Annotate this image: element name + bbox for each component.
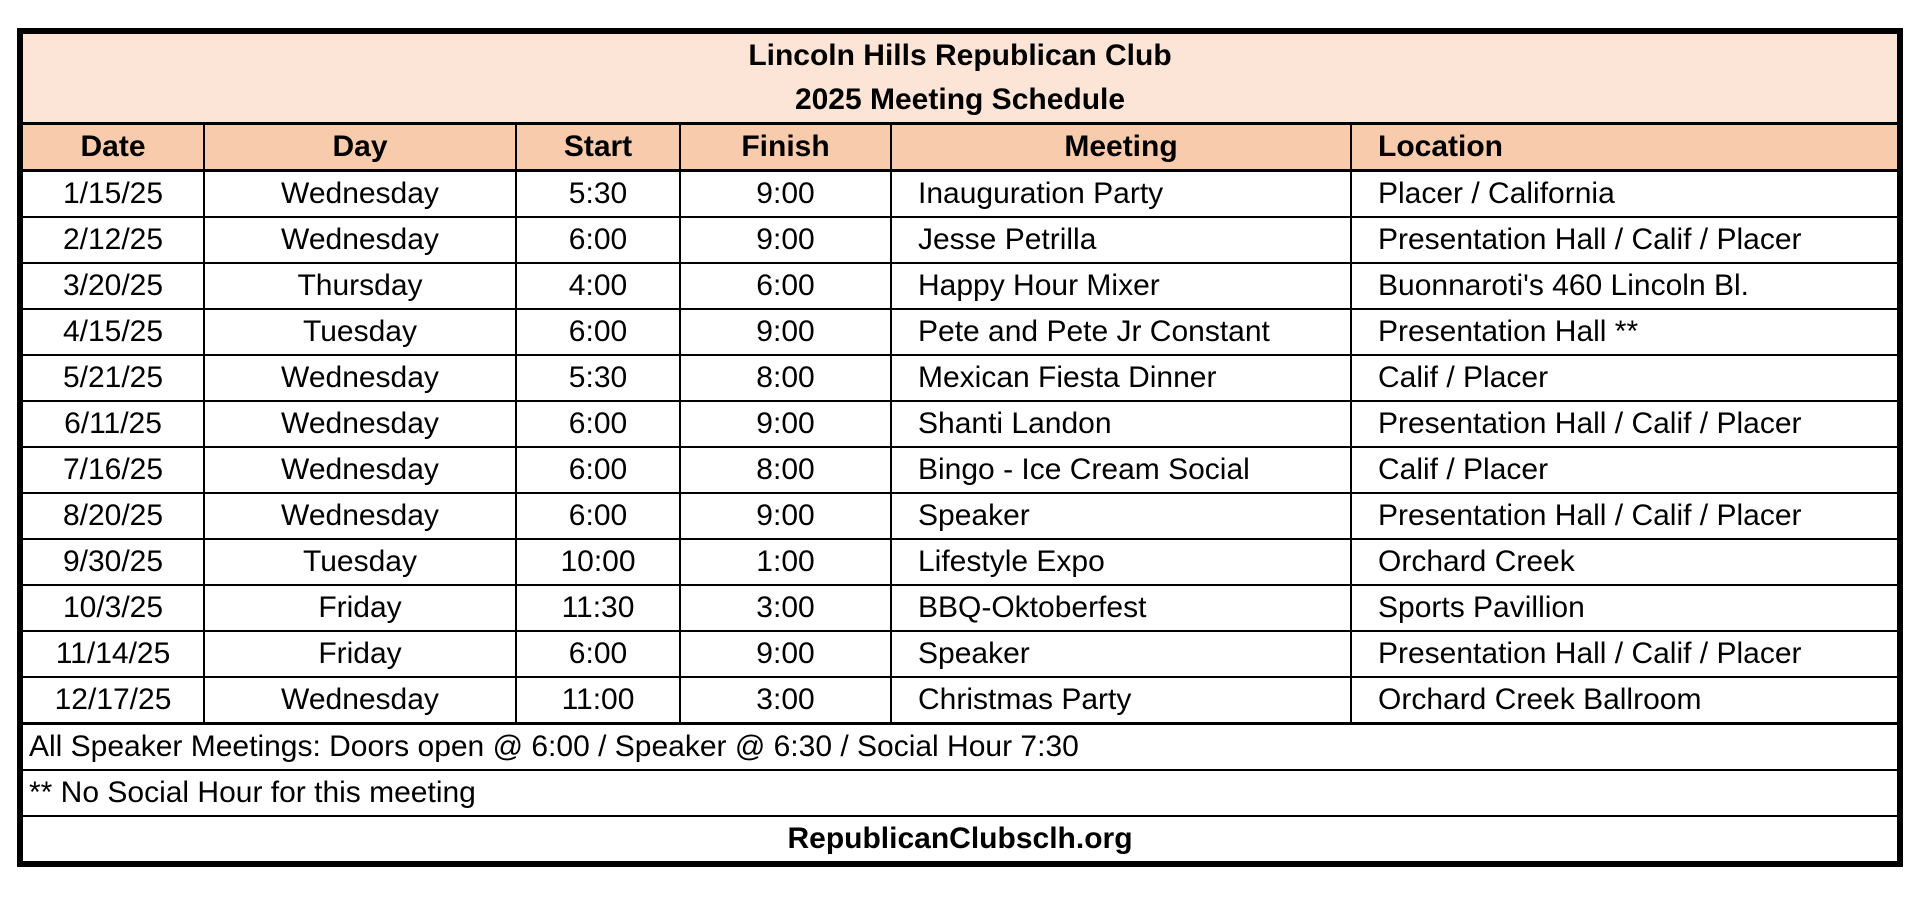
meeting-cell: Bingo - Ice Cream Social (891, 447, 1351, 493)
table-row (22, 309, 1898, 355)
day-cell: Friday (204, 585, 516, 631)
date-cell: 12/17/25 (22, 677, 204, 724)
schedule-title (22, 33, 1898, 124)
meeting-schedule-table (17, 28, 1903, 867)
location-cell: Calif / Placer (1351, 355, 1898, 401)
finish-time-cell: 9:00 (680, 171, 891, 218)
date-cell: 7/16/25 (22, 447, 204, 493)
day-cell: Wednesday (204, 355, 516, 401)
table-row (22, 539, 1898, 585)
no-social-hour-note: ** No Social Hour for this meeting (22, 770, 1898, 816)
finish-time-cell: 1:00 (680, 539, 891, 585)
date-cell: 10/3/25 (22, 585, 204, 631)
meeting-cell: Shanti Landon (891, 401, 1351, 447)
meeting-cell: Jesse Petrilla (891, 217, 1351, 263)
social-note-row (22, 770, 1898, 816)
table-row (22, 585, 1898, 631)
start-time-cell: 5:30 (516, 355, 680, 401)
club-name: Lincoln Hills Republican Club (748, 39, 1172, 72)
date-cell: 1/15/25 (22, 171, 204, 218)
location-cell: Presentation Hall / Calif / Placer (1351, 493, 1898, 539)
day-cell: Wednesday (204, 493, 516, 539)
day-cell: Wednesday (204, 447, 516, 493)
day-cell: Tuesday (204, 539, 516, 585)
date-cell: 9/30/25 (22, 539, 204, 585)
day-cell: Wednesday (204, 171, 516, 218)
meeting-cell: Pete and Pete Jr Constant (891, 309, 1351, 355)
meeting-cell: Lifestyle Expo (891, 539, 1351, 585)
finish-time-cell: 9:00 (680, 631, 891, 677)
column-header-finish: Finish (680, 124, 891, 171)
day-cell: Friday (204, 631, 516, 677)
start-time-cell: 11:00 (516, 677, 680, 724)
finish-time-cell: 9:00 (680, 401, 891, 447)
start-time-cell: 6:00 (516, 447, 680, 493)
date-cell: 8/20/25 (22, 493, 204, 539)
meeting-cell: Speaker (891, 493, 1351, 539)
table-row (22, 171, 1898, 218)
table-row (22, 355, 1898, 401)
column-header-row (22, 124, 1898, 171)
finish-time-cell: 8:00 (680, 447, 891, 493)
meeting-cell: Speaker (891, 631, 1351, 677)
finish-time-cell: 6:00 (680, 263, 891, 309)
column-header-start: Start (516, 124, 680, 171)
start-time-cell: 6:00 (516, 493, 680, 539)
website-row (22, 816, 1898, 862)
location-cell: Sports Pavillion (1351, 585, 1898, 631)
table-row (22, 677, 1898, 724)
date-cell: 6/11/25 (22, 401, 204, 447)
location-cell: Placer / California (1351, 171, 1898, 218)
day-cell: Wednesday (204, 677, 516, 724)
finish-time-cell: 9:00 (680, 309, 891, 355)
website-link[interactable]: RepublicanClubsclh.org (22, 816, 1898, 862)
finish-time-cell: 9:00 (680, 217, 891, 263)
schedule-grid (21, 32, 1899, 863)
table-row (22, 263, 1898, 309)
start-time-cell: 4:00 (516, 263, 680, 309)
meeting-cell: Mexican Fiesta Dinner (891, 355, 1351, 401)
title-row (22, 33, 1898, 124)
date-cell: 4/15/25 (22, 309, 204, 355)
day-cell: Wednesday (204, 401, 516, 447)
location-cell: Presentation Hall / Calif / Placer (1351, 631, 1898, 677)
location-cell: Orchard Creek (1351, 539, 1898, 585)
location-cell: Presentation Hall / Calif / Placer (1351, 217, 1898, 263)
start-time-cell: 6:00 (516, 217, 680, 263)
schedule-body (22, 171, 1898, 724)
day-cell: Wednesday (204, 217, 516, 263)
start-time-cell: 10:00 (516, 539, 680, 585)
day-cell: Thursday (204, 263, 516, 309)
date-cell: 3/20/25 (22, 263, 204, 309)
location-cell: Orchard Creek Ballroom (1351, 677, 1898, 724)
day-cell: Tuesday (204, 309, 516, 355)
meeting-cell: Christmas Party (891, 677, 1351, 724)
column-header-meeting: Meeting (891, 124, 1351, 171)
location-cell: Calif / Placer (1351, 447, 1898, 493)
start-time-cell: 5:30 (516, 171, 680, 218)
table-row (22, 493, 1898, 539)
date-cell: 5/21/25 (22, 355, 204, 401)
meeting-cell: Happy Hour Mixer (891, 263, 1351, 309)
meeting-cell: Inauguration Party (891, 171, 1351, 218)
column-header-date: Date (22, 124, 204, 171)
finish-time-cell: 3:00 (680, 677, 891, 724)
start-time-cell: 6:00 (516, 631, 680, 677)
location-cell: Buonnaroti's 460 Lincoln Bl. (1351, 263, 1898, 309)
date-cell: 11/14/25 (22, 631, 204, 677)
schedule-subtitle: 2025 Meeting Schedule (794, 83, 1126, 116)
table-row (22, 401, 1898, 447)
speaker-meetings-note: All Speaker Meetings: Doors open @ 6:00 / Speaker @ 6:30 / Social Hour 7:30 (22, 724, 1898, 771)
location-cell: Presentation Hall / Calif / Placer (1351, 401, 1898, 447)
start-time-cell: 6:00 (516, 309, 680, 355)
start-time-cell: 11:30 (516, 585, 680, 631)
date-cell: 2/12/25 (22, 217, 204, 263)
start-time-cell: 6:00 (516, 401, 680, 447)
location-cell: Presentation Hall ** (1351, 309, 1898, 355)
finish-time-cell: 9:00 (680, 493, 891, 539)
meeting-cell: BBQ-Oktoberfest (891, 585, 1351, 631)
table-row (22, 447, 1898, 493)
speaker-note-row (22, 724, 1898, 771)
finish-time-cell: 8:00 (680, 355, 891, 401)
column-header-day: Day (204, 124, 516, 171)
finish-time-cell: 3:00 (680, 585, 891, 631)
table-row (22, 217, 1898, 263)
table-row (22, 631, 1898, 677)
column-header-location: Location (1351, 124, 1898, 171)
